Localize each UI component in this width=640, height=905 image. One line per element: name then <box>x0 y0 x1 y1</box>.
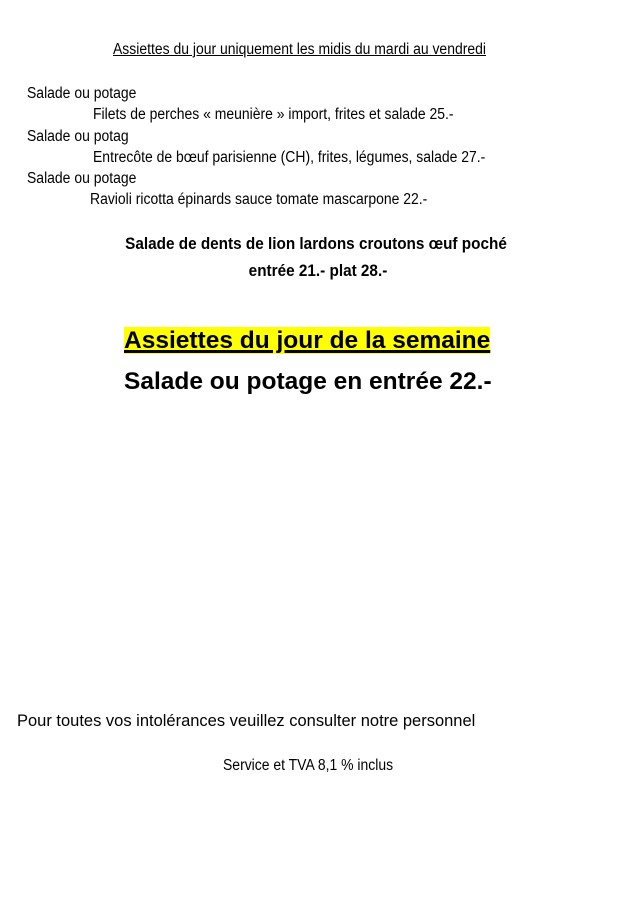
service-note: Service et TVA 8,1 % inclus <box>223 757 394 774</box>
menu-title: Assiettes du jour uniquement les midis du mardi au vendredi <box>113 41 486 58</box>
special-dish-name: Salade de dents de lion lardons croutons œuf poché <box>125 234 507 253</box>
menu-item-dish: Ravioli ricotta épinards sauce tomate mascarpone 22.- <box>90 191 428 208</box>
menu-item-starter: Salade ou potage <box>27 170 137 187</box>
menu-item-starter: Salade ou potage <box>27 85 137 102</box>
menu-item-dish: Filets de perches « meunière » import, frites et salade 25.- <box>93 106 454 123</box>
allergy-note: Pour toutes vos intolérances veuillez consulter notre personnel <box>17 711 476 730</box>
menu-item-starter: Salade ou potag <box>27 128 129 145</box>
weekly-heading: Assiettes du jour de la semaine <box>124 327 491 354</box>
menu-item-dish: Entrecôte de bœuf parisienne (CH), frites, légumes, salade 27.- <box>93 149 486 166</box>
weekly-subtitle: Salade ou potage en entrée 22.- <box>124 368 492 395</box>
special-dish-prices: entrée 21.- plat 28.- <box>248 261 388 280</box>
